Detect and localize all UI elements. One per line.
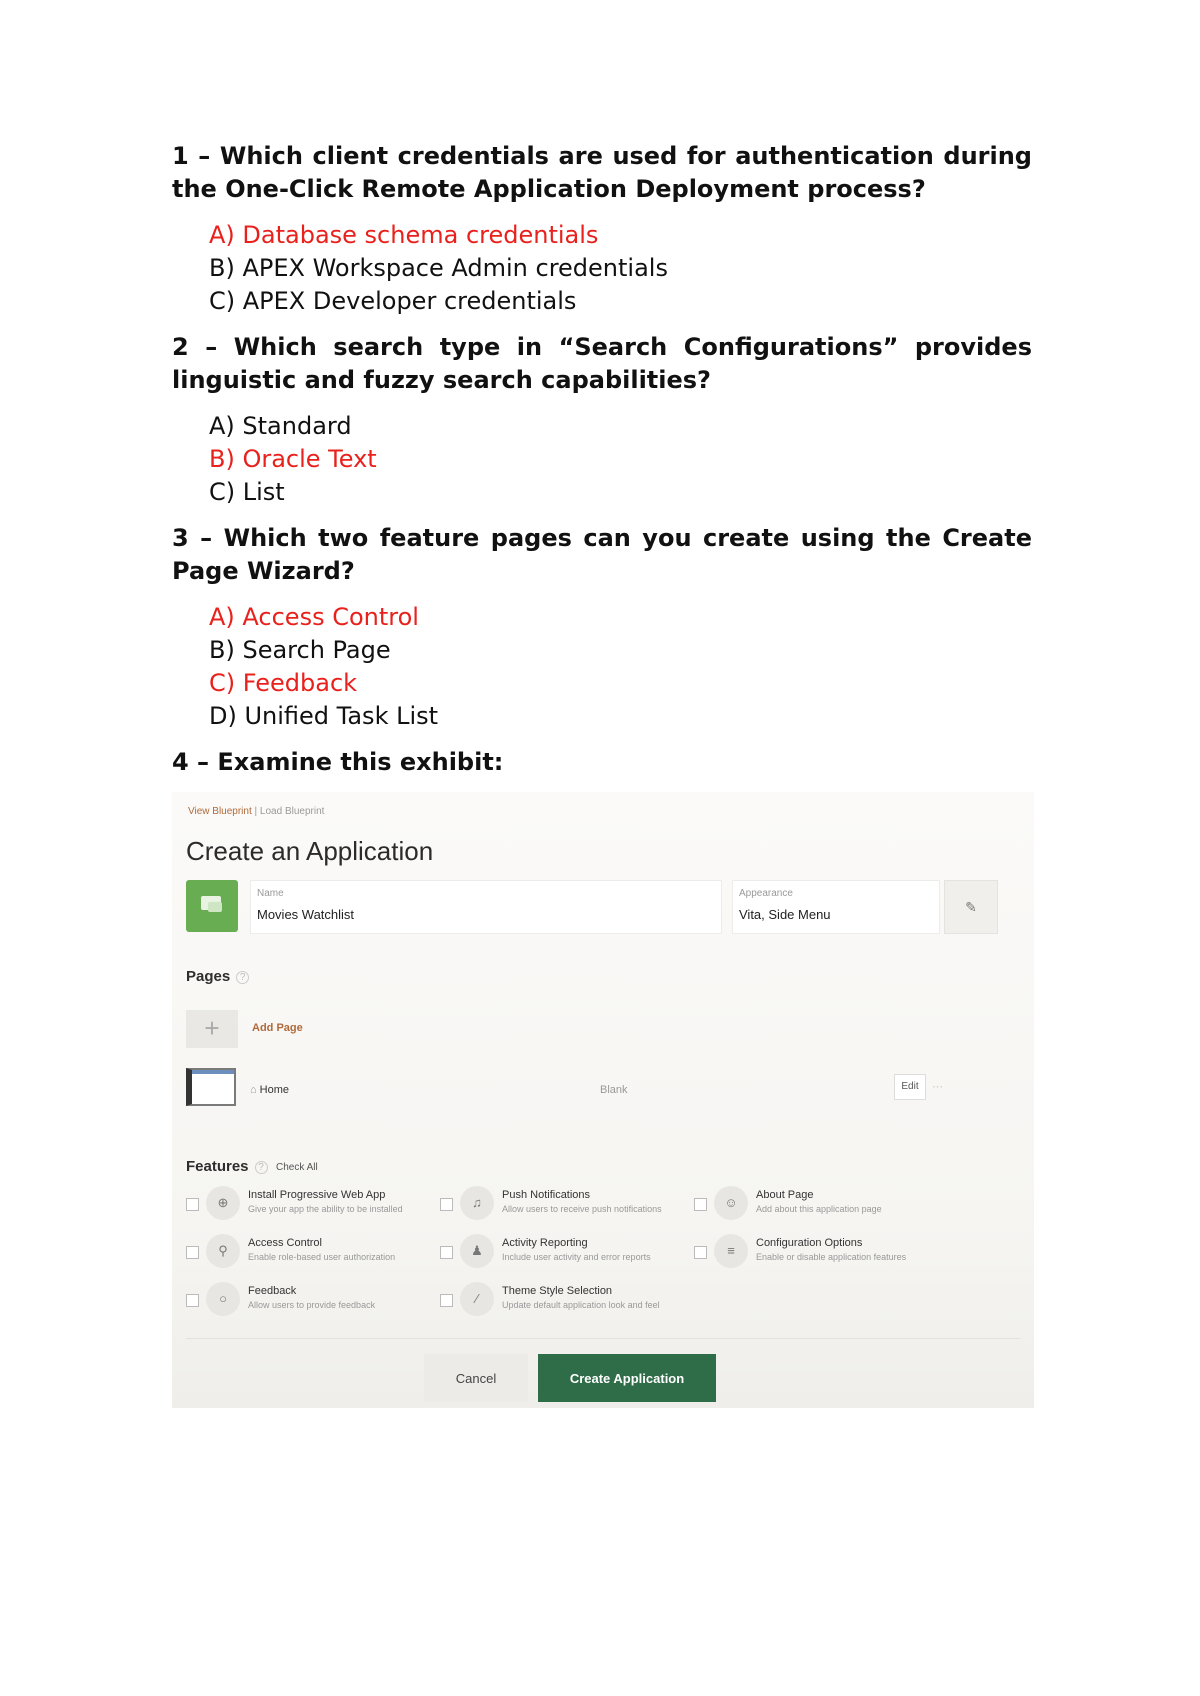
q3-option-a: A) Access Control	[209, 603, 419, 631]
feature-desc: Allow users to provide feedback	[248, 1300, 376, 1310]
feature-desc: Enable role-based user authorization	[248, 1252, 396, 1262]
create-application-button[interactable]: Create Application	[538, 1354, 716, 1402]
q2-option-b: B) Oracle Text	[209, 445, 377, 473]
q1-option-a: A) Database schema credentials	[209, 221, 599, 249]
feature-checkbox[interactable]	[186, 1198, 199, 1211]
feature-desc: Update default application look and feel	[502, 1300, 660, 1310]
cancel-button[interactable]: Cancel	[424, 1354, 528, 1402]
q1-option-c: C) APEX Developer credentials	[209, 287, 577, 315]
feature-title: Configuration Options	[756, 1237, 863, 1249]
q2-option-a: A) Standard	[209, 412, 352, 440]
breadcrumb	[188, 806, 324, 817]
pages-heading-text: Pages	[186, 968, 231, 985]
appearance-label: Appearance	[739, 888, 793, 899]
feature-desc: Add about this application page	[756, 1204, 882, 1214]
question-2-options	[172, 410, 1032, 509]
question-1-options	[172, 219, 1032, 318]
feature-checkbox[interactable]	[186, 1246, 199, 1259]
question-document	[172, 140, 1032, 779]
appearance-settings-button[interactable]	[944, 880, 998, 934]
feature-title: Activity Reporting	[502, 1237, 588, 1249]
view-blueprint-link[interactable]: View Blueprint	[188, 806, 252, 817]
page-thumbnail-bar	[192, 1070, 234, 1074]
app-icon-shape-secondary	[208, 902, 222, 912]
feature-desc: Give your app the ability to be installed	[248, 1204, 403, 1214]
feature-desc: Enable or disable application features	[756, 1252, 907, 1262]
page-thumbnail	[186, 1068, 236, 1106]
breadcrumb-separator: |	[254, 806, 258, 817]
q3-option-d: D) Unified Task List	[209, 702, 439, 730]
info-icon: ☺	[714, 1186, 748, 1220]
question-2-text: 2 – Which search type in “Search Configurations” provides linguistic and fuzzy search capabilities?	[172, 333, 1032, 394]
add-page-button[interactable]	[186, 1010, 238, 1048]
footer-divider	[186, 1338, 1020, 1339]
name-label: Name	[257, 888, 284, 899]
feature-item[interactable]	[186, 1234, 456, 1274]
exhibit-screenshot	[172, 792, 1034, 1408]
question-4-text: 4 – Examine this exhibit:	[172, 748, 504, 776]
page-home-name: Home	[259, 1084, 289, 1096]
help-icon[interactable]: ?	[255, 1161, 268, 1174]
feature-title: Theme Style Selection	[502, 1285, 613, 1297]
q1-option-b: B) APEX Workspace Admin credentials	[209, 254, 668, 282]
pwa-icon: ⊕	[206, 1186, 240, 1220]
feature-title: About Page	[756, 1189, 814, 1201]
feature-checkbox[interactable]	[694, 1198, 707, 1211]
appearance-value: Vita, Side Menu	[739, 907, 831, 922]
question-1-text: 1 – Which client credentials are used for authentication during the One-Click Remote Application Deployment process?	[172, 142, 1032, 203]
question-3-text: 3 – Which two feature pages can you create using the Create Page Wizard?	[172, 524, 1032, 585]
q3-option-c: C) Feedback	[209, 669, 358, 697]
add-page-link[interactable]: Add Page	[252, 1022, 303, 1034]
feature-title: Install Progressive Web App	[248, 1189, 386, 1201]
load-blueprint-link[interactable]: Load Blueprint	[259, 806, 325, 817]
feature-checkbox[interactable]	[440, 1198, 453, 1211]
users-icon: ♟	[460, 1234, 494, 1268]
appearance-field[interactable]	[732, 880, 940, 934]
feature-item[interactable]	[694, 1234, 964, 1274]
feature-checkbox[interactable]	[440, 1246, 453, 1259]
feature-checkbox[interactable]	[694, 1246, 707, 1259]
feature-title: Push Notifications	[502, 1189, 591, 1201]
feature-item[interactable]	[186, 1282, 456, 1322]
help-icon[interactable]: ?	[236, 971, 249, 984]
pencil-square-icon: ✎	[965, 899, 977, 915]
page-title: Create an Application	[186, 836, 434, 866]
feature-checkbox[interactable]	[186, 1294, 199, 1307]
edit-page-button[interactable]: Edit	[894, 1074, 926, 1100]
feature-desc: Include user activity and error reports	[502, 1252, 651, 1262]
feature-item[interactable]	[440, 1234, 710, 1274]
feature-desc: Allow users to receive push notifications	[502, 1204, 662, 1214]
page-home	[250, 1084, 289, 1096]
page-type: Blank	[600, 1084, 628, 1096]
drag-handle-icon[interactable]: ⋯	[932, 1081, 943, 1093]
name-value[interactable]: Movies Watchlist	[257, 907, 355, 922]
feature-item[interactable]	[186, 1186, 456, 1226]
home-icon: ⌂	[250, 1084, 257, 1096]
pages-heading	[186, 968, 249, 985]
sliders-icon: ≡	[714, 1234, 748, 1268]
feature-item[interactable]	[694, 1186, 964, 1226]
bell-icon: ♫	[460, 1186, 494, 1220]
brush-icon: ⁄	[460, 1282, 494, 1316]
q3-option-b: B) Search Page	[209, 636, 391, 664]
key-icon: ⚲	[206, 1234, 240, 1268]
feature-checkbox[interactable]	[440, 1294, 453, 1307]
features-heading-text: Features	[186, 1158, 249, 1175]
feature-title: Access Control	[248, 1237, 322, 1249]
q2-option-c: C) List	[209, 478, 285, 506]
comment-icon: ○	[206, 1282, 240, 1316]
plus-icon: +	[204, 1013, 220, 1043]
feature-item[interactable]	[440, 1282, 710, 1322]
check-all-link[interactable]: Check All	[276, 1162, 318, 1173]
features-heading	[186, 1158, 268, 1175]
feature-title: Feedback	[248, 1285, 297, 1297]
feature-item[interactable]	[440, 1186, 710, 1226]
question-3-options	[172, 601, 1032, 733]
app-icon[interactable]	[186, 880, 238, 932]
name-field[interactable]	[250, 880, 722, 934]
